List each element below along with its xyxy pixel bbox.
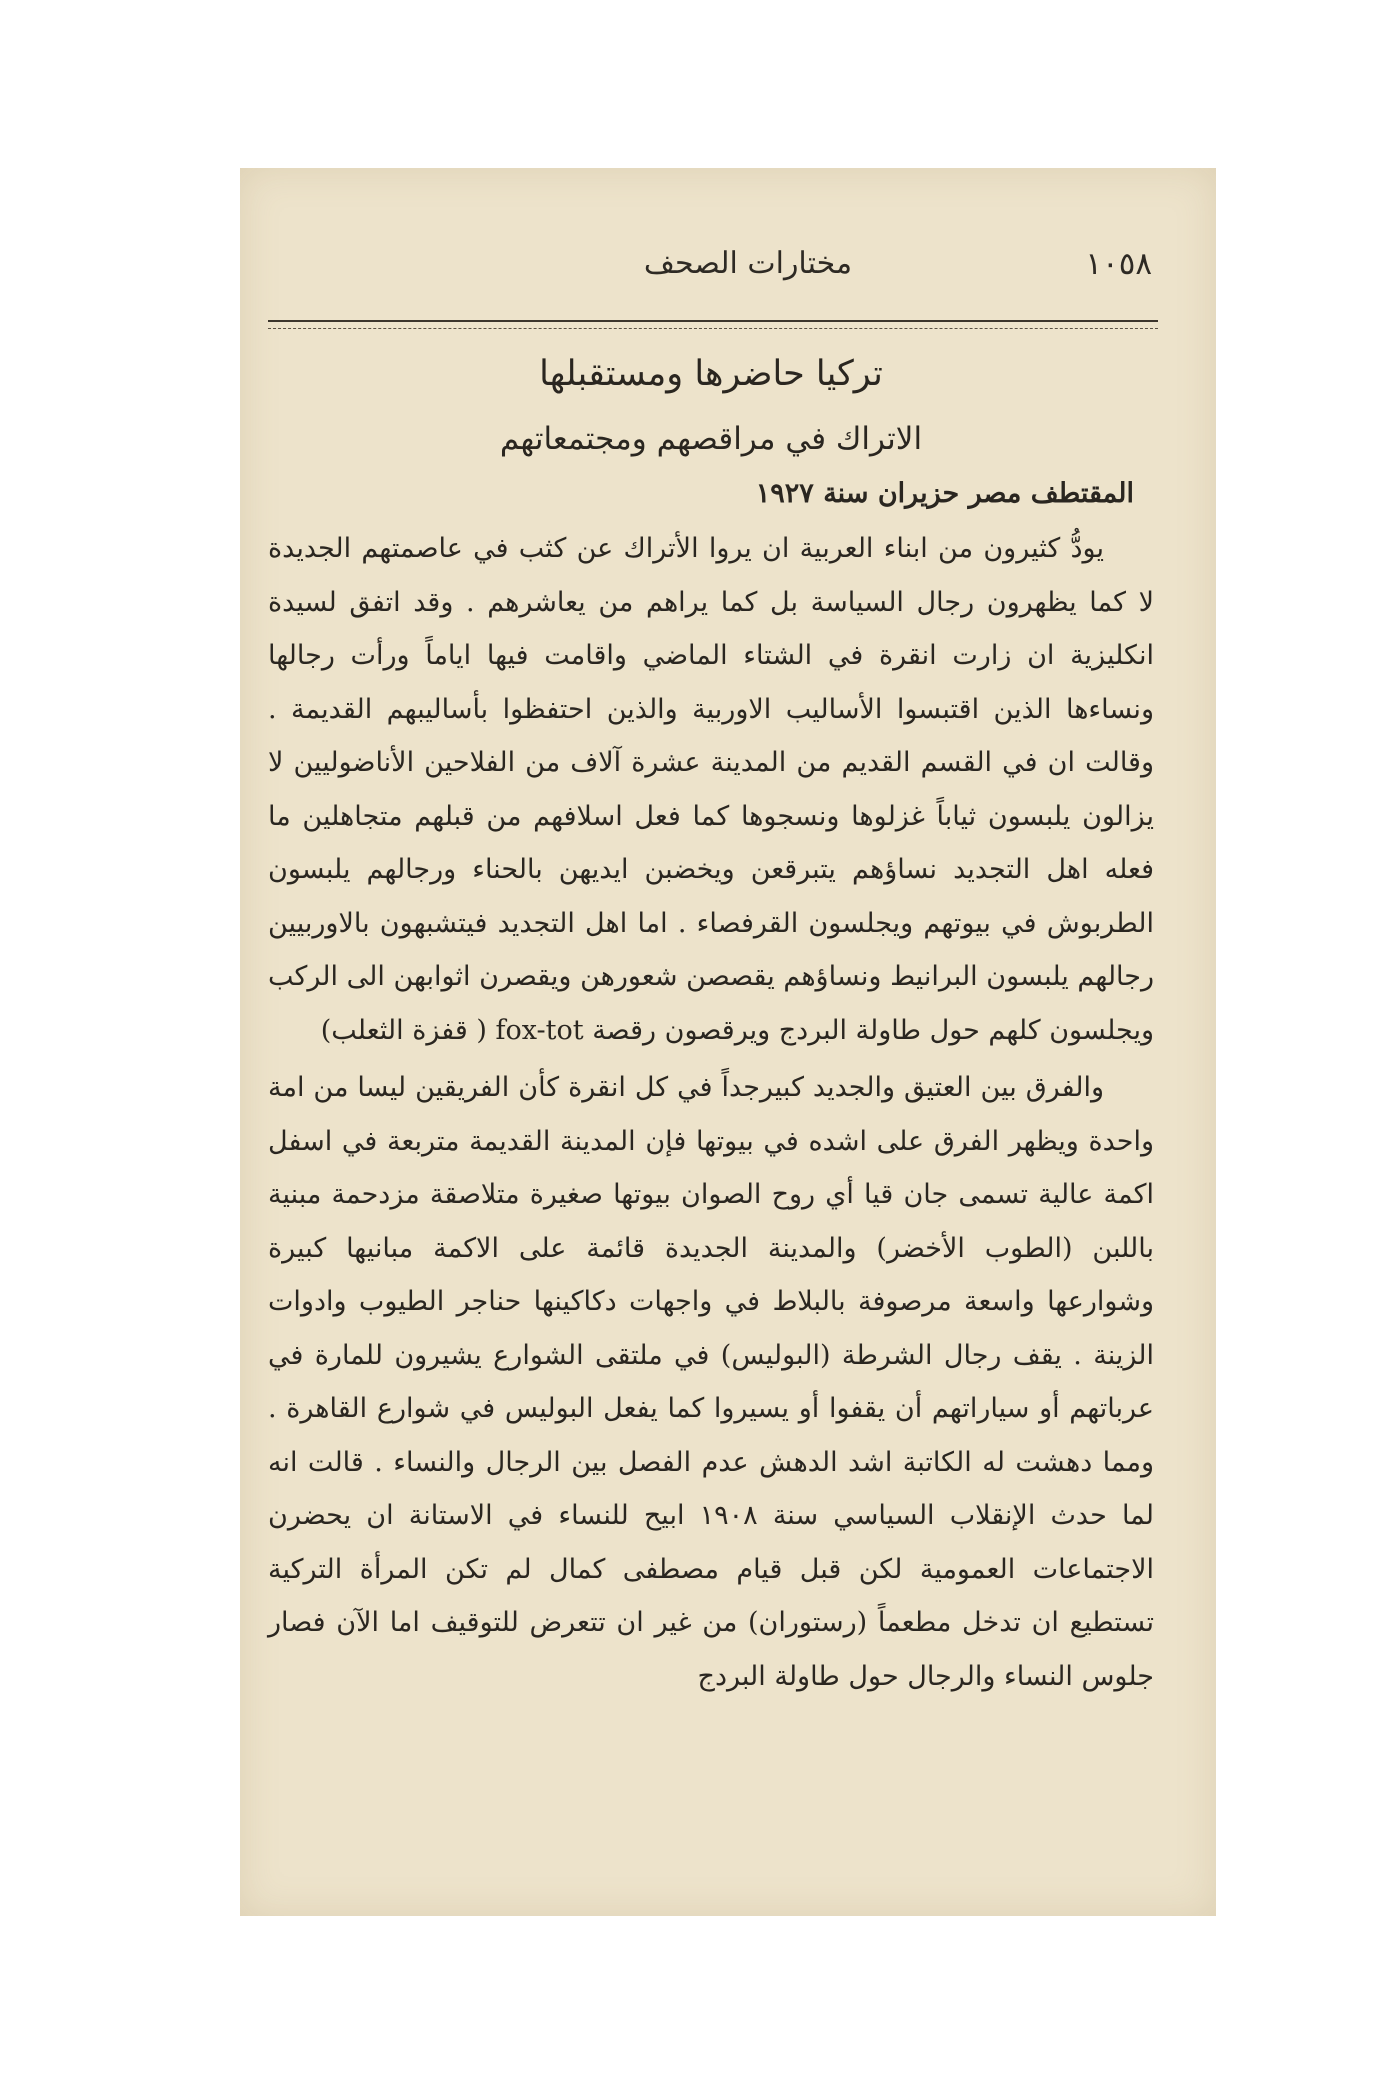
header-rule bbox=[268, 320, 1158, 329]
article-source: المقتطف مصر حزيران سنة ١٩٢٧ bbox=[755, 478, 1134, 509]
article bbox=[268, 340, 1154, 1703]
page-header bbox=[240, 246, 1216, 306]
page-number: ١٠٥٨ bbox=[1085, 246, 1152, 282]
paragraph-1: يودُّ كثيرون من ابناء العربية ان يروا الأتراك عن كثب في عاصمتهم الجديدة لا كما يظهرون رجال السياسة بل كما يراهم من يعاشرهم . وقد اتفق لسيدة انكليزية ان زارت انقرة في الشتاء الماضي واقامت فيها اياماً ورأت رجالها ونساءها الذين اقتبسوا الأساليب الاوربية والذين احتفظوا بأساليبهم القديمة . وقالت ان في القسم القديم من المدينة عشرة آلاف من الفلاحين الأناضوليين لا يزالون يلبسون ثياباً غزلوها ونسجوها كما فعل اسلافهم من قبلهم متجاهلين ما فعله اهل التجديد نساؤهم يتبرقعن ويخضبن ايديهن بالحناء ورجالهم يلبسون الطربوش في بيوتهم ويجلسون القرفصاء . اما اهل التجديد فيتشبهون بالاوربيين رجالهم يلبسون البرانيط ونساؤهم يقصصن شعورهن ويقصرن اثوابهن الى الركب ويجلسون كلهم حول طاولة البردج ويرقصون رقصة fox-tot ( قفزة الثعلب) bbox=[268, 533, 1155, 1046]
book-page bbox=[240, 168, 1216, 1916]
article-subtitle: الاتراك في مراقصهم ومجتمعاتهم bbox=[499, 421, 923, 457]
running-head: مختارات الصحف bbox=[643, 246, 853, 281]
paragraph-2: والفرق بين العتيق والجديد كبيرجداً في كل انقرة كأن الفريقين ليسا من امة واحدة ويظهر الفرق على اشده في بيوتها فإن المدينة القديمة متربعة في اسفل اكمة عالية تسمى جان قيا أي روح الصوان بيوتها صغيرة متلاصقة مزدحمة مبنية باللبن (الطوب الأخضر) والمدينة الجديدة قائمة على الاكمة مبانيها كبيرة وشوارعها واسعة مرصوفة بالبلاط في واجهات دكاكينها حناجر الطيوب وادوات الزينة . يقف رجال الشرطة (البوليس) في ملتقى الشوارع يشيرون للمارة في عرباتهم أو سياراتهم أن يقفوا أو يسيروا كما يفعل البوليس في شوارع القاهرة . ومما دهشت له الكاتبة اشد الدهش عدم الفصل بين الرجال والنساء . قالت انه لما حدث الإنقلاب السياسي سنة ١٩٠٨ ابيح للنساء في الاستانة ان يحضرن الاجتماعات العمومية لكن قبل قيام مصطفى كمال لم تكن المرأة التركية تستطيع ان تدخل مطعماً (رستوران) من غير ان تتعرض للتوقيف اما الآن فصار جلوس النساء والرجال حول طاولة البردج bbox=[268, 1072, 1155, 1692]
article-title: تركيا حاضرها ومستقبلها bbox=[539, 354, 883, 394]
